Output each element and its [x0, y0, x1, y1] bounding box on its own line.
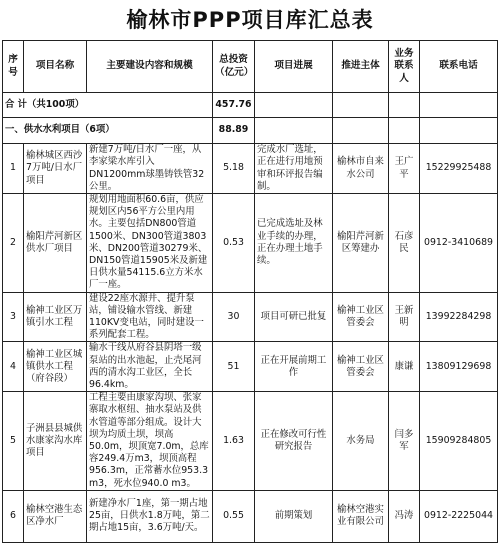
category-row — [3, 118, 498, 144]
row-seq: 5 — [3, 392, 24, 491]
row-invest: 5.18 — [213, 144, 255, 194]
header-row — [3, 41, 498, 93]
header-contact: 业务联系人 — [389, 41, 420, 93]
row-seq: 2 — [3, 194, 24, 293]
row-content: 新建7万吨/日水厂一座，从李家梁水库引入DN1200mm球墨铸铁管32公里。 — [87, 144, 213, 194]
row-contact: 王广平 — [389, 144, 420, 194]
row-content: 建设22座水源井、提升泵站，铺设输水管线、新建110KV变电站，同时建设一系列配套工程。 — [87, 292, 213, 342]
total-row — [3, 93, 498, 118]
total-label: 合 计（共100项） — [3, 93, 213, 118]
row-promoter: 榆林市自来水公司 — [333, 144, 389, 194]
row-contact: 闫多军 — [389, 392, 420, 491]
row-seq: 6 — [3, 490, 24, 542]
row-contact: 石彦民 — [389, 194, 420, 293]
row-progress: 已完成选址及林业手续的办理，正在办理土地手续。 — [255, 194, 333, 293]
row-invest: 0.53 — [213, 194, 255, 293]
total-invest: 457.76 — [213, 93, 255, 118]
header-name: 项目名称 — [24, 41, 87, 93]
row-contact: 冯涛 — [389, 490, 420, 542]
row-promoter: 榆神工业区管委会 — [333, 342, 389, 392]
table-row — [3, 194, 498, 293]
page-title: 榆林市PPP项目库汇总表 — [126, 8, 374, 32]
table-row — [3, 292, 498, 342]
row-content: 输水干线从府谷县阴塔一级泵站的出水池起，止壳尾河西的清水沟工业区，全长96.4km。 — [87, 342, 213, 392]
header-invest: 总投资（亿元） — [213, 41, 255, 93]
header-promoter: 推进主体 — [333, 41, 389, 93]
row-content: 规划用地面积60.6亩，供应规划区内56平方公里内用水。主要包括DN800管道1500米、DN300管道3803米、DN200管道30279米、DN150管道15905米及新建日供水量54115.6立方米水厂一座。 — [87, 194, 213, 293]
row-invest: 1.63 — [213, 392, 255, 491]
row-promoter: 榆神工业区管委会 — [333, 292, 389, 342]
row-name: 榆神工业区万镇引水工程 — [24, 292, 87, 342]
row-seq: 1 — [3, 144, 24, 194]
row-phone: 0912-2225044 — [420, 490, 498, 542]
row-progress: 正在开展前期工作 — [255, 342, 333, 392]
row-name: 榆林城区西沙7万吨/日水厂项目 — [24, 144, 87, 194]
row-progress: 正在修改可行性研究报告 — [255, 392, 333, 491]
row-phone: 15229925488 — [420, 144, 498, 194]
row-seq: 4 — [3, 342, 24, 392]
table-row — [3, 392, 498, 491]
table-row — [3, 342, 498, 392]
header-seq: 序号 — [3, 41, 24, 93]
row-invest: 30 — [213, 292, 255, 342]
row-name: 榆林空港生态区净水厂 — [24, 490, 87, 542]
row-name: 榆神工业区城镇供水工程（府谷段） — [24, 342, 87, 392]
row-progress: 前期策划 — [255, 490, 333, 542]
row-name: 子洲县县城供水康家沟水库项目 — [24, 392, 87, 491]
row-progress: 完成水厂选址，正在进行用地预审和环评报告编制。 — [255, 144, 333, 194]
row-contact: 康谦 — [389, 342, 420, 392]
table-row — [3, 144, 498, 194]
category-invest: 88.89 — [213, 118, 255, 144]
row-name: 榆阳芹河新区供水厂项目 — [24, 194, 87, 293]
row-seq: 3 — [3, 292, 24, 342]
row-content: 新建净水厂1座，第一期占地25亩，日供水1.8万吨，第二期占地15亩，3.6万吨/天。 — [87, 490, 213, 542]
header-phone: 联系电话 — [420, 41, 498, 93]
header-progress: 项目进展 — [255, 41, 333, 93]
row-phone: 13992284298 — [420, 292, 498, 342]
row-phone: 15909284805 — [420, 392, 498, 491]
row-progress: 项目可研已批复 — [255, 292, 333, 342]
table-row — [3, 490, 498, 542]
row-content: 工程主要由康家沟坝、张家寨取水枢纽、抽水泵站及供水管道等部分组成。设计大坝为均质土坝，坝高50.0m，坝顶宽7.0m，总库容249.4万m3，坝顶高程956.3m，正常蓄水位953.3 m3，死水位940.0 m3。 — [87, 392, 213, 491]
row-invest: 51 — [213, 342, 255, 392]
row-promoter: 水务局 — [333, 392, 389, 491]
row-phone: 0912-3410689 — [420, 194, 498, 293]
project-summary-table — [2, 40, 498, 543]
row-promoter: 榆林空港实业有限公司 — [333, 490, 389, 542]
category-label: 一、供水水利项目（6项） — [3, 118, 213, 144]
header-content: 主要建设内容和规模 — [87, 41, 213, 93]
row-promoter: 榆阳芹河新区筹建办 — [333, 194, 389, 293]
row-phone: 13809129698 — [420, 342, 498, 392]
row-invest: 0.55 — [213, 490, 255, 542]
row-contact: 王新明 — [389, 292, 420, 342]
